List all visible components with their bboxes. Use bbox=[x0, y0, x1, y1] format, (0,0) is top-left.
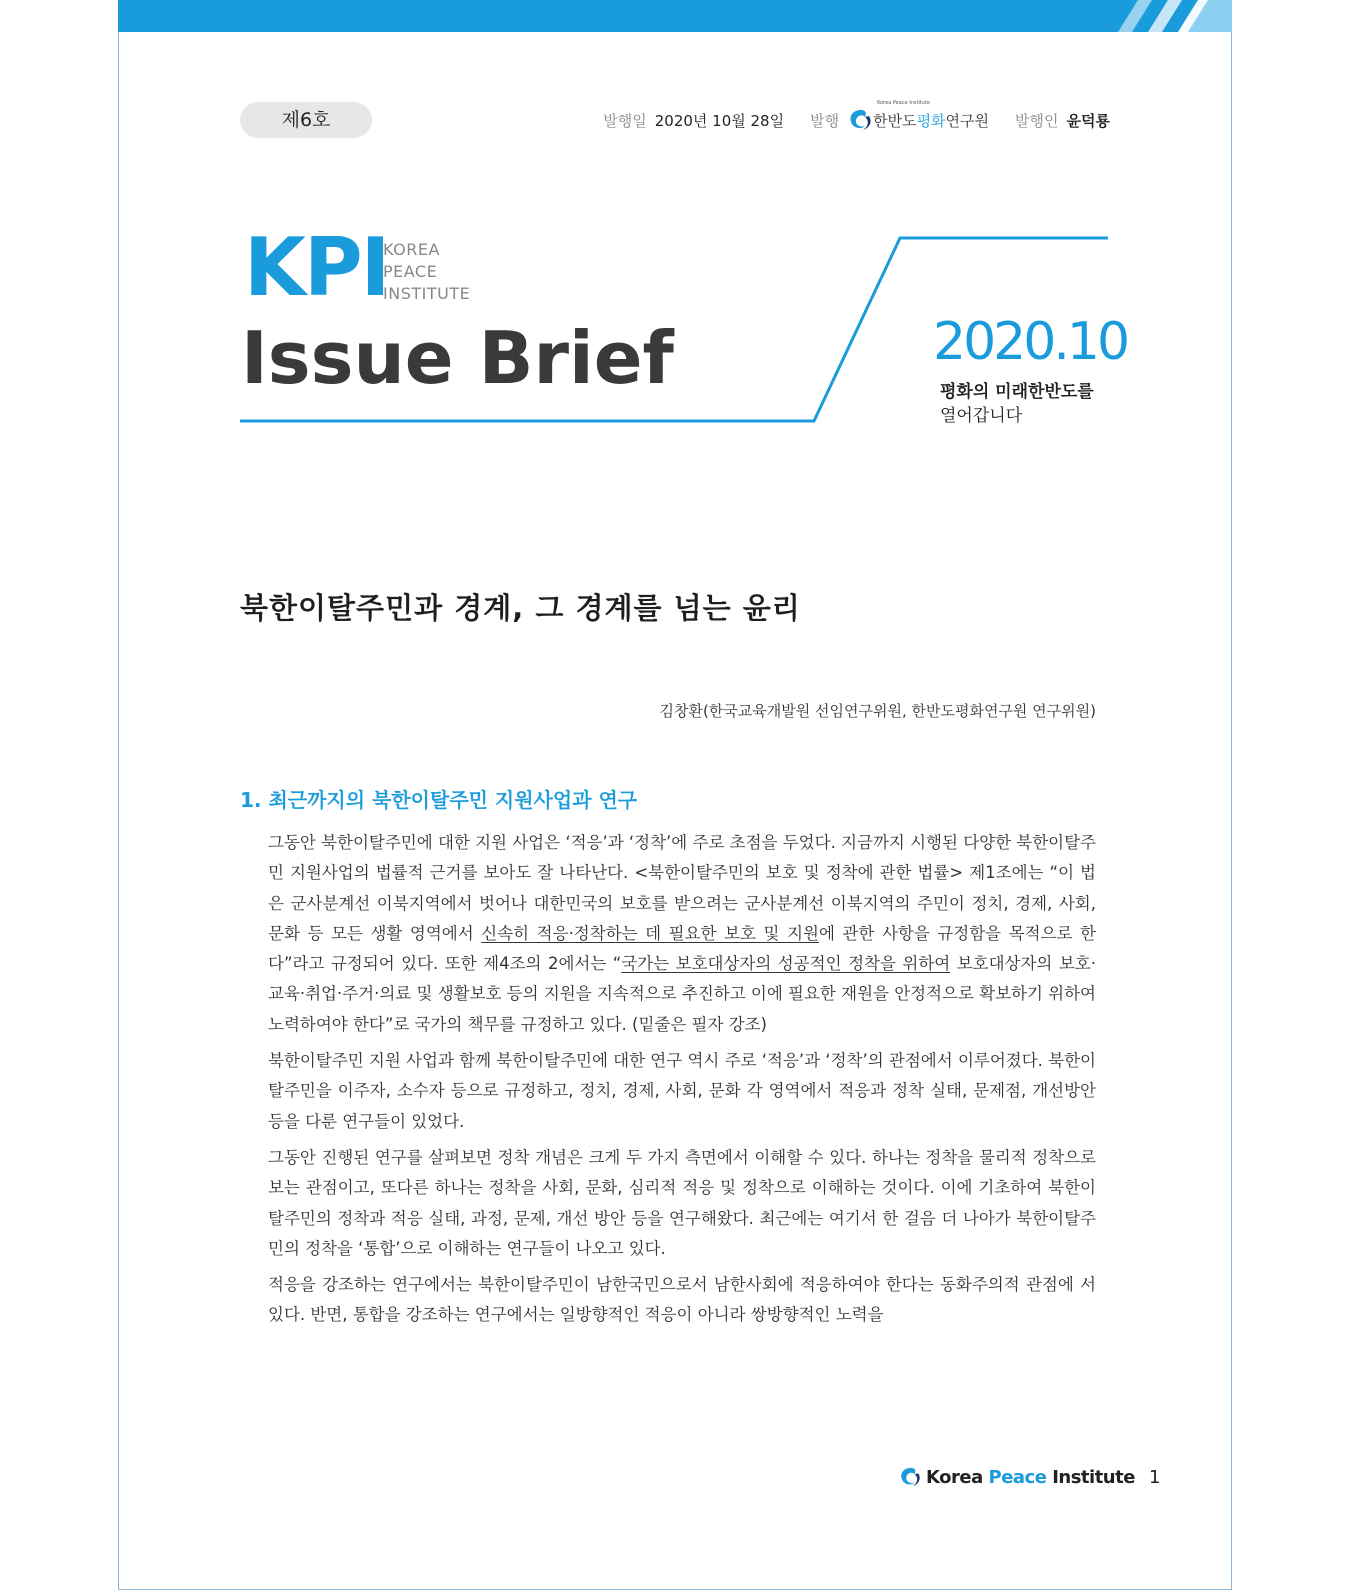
section-heading: 1. 최근까지의 북한이탈주민 지원사업과 연구 bbox=[240, 788, 638, 812]
issue-number-badge: 제6호 bbox=[240, 102, 372, 138]
publisher-tiny-text: Korea Peace Institute bbox=[877, 100, 930, 106]
page-footer bbox=[898, 1466, 1160, 1488]
paragraph: 그동안 진행된 연구를 살펴보면 정착 개념은 크게 두 가지 측면에서 이해할 수 있다. 하나는 정착을 물리적 정착으로 보는 관점이고, 또다른 하나는 정착을 사회, 문화, 심리적 적응 및 정착으로 이해하는 것이다. 이에 기초하여 북한이탈주민의 정착과 적응 실태, 과정, 문제, 개선 방안 등을 연구해왔다. 최근에는 여기서 한 걸음 더 나아가 북한이탈주민의 정착을 ‘통합’으로 이해하는 연구들이 나오고 있다. bbox=[268, 1147, 1096, 1258]
footer-brand: Korea Peace Institute bbox=[926, 1466, 1135, 1488]
kpi-swirl-icon bbox=[898, 1466, 922, 1488]
paragraph: 적응을 강조하는 연구에서는 북한이탈주민이 남한국민으로서 남한사회에 적응하여야 한다는 동화주의적 관점에 서 있다. 반면, 통합을 강조하는 연구에서는 일방향적인 적응이 아니라 쌍방향적인 노력을 bbox=[268, 1275, 1096, 1325]
publication-meta bbox=[240, 102, 1110, 140]
meta-info bbox=[603, 100, 1110, 132]
slogan: 평화의 미래한반도를 열어갑니다 bbox=[940, 382, 1094, 426]
kpi-subtitle: KOREA PEACE INSTITUTE bbox=[383, 240, 471, 303]
paragraph: 그동안 북한이탈주민에 대한 지원 사업은 ‘적응’과 ‘정착’에 주로 초점을 두었다. 지금까지 시행된 다양한 북한이탈주민 지원사업의 법률적 근거를 보아도 잘 나타난다. <북한이탈주민의 보호 및 정착에 관한 법률> 제1조에는 “이 법은 군사분계선 이북지역에서 벗어나 대한민국의 보호를 받으려는 군사분계선 이북지역의 주민이 정치, 경제, 사회, 문화 등 모든 생활 영역에서 신속히 적응·정착하는 데 필요한 보호 및 지원에 관한 사항을 규정함을 목적으로 한다”라고 규정되어 있다. 또한 제4조의 2에서는 “국가는 보호대상자의 성공적인 정착을 위하여 보호대상자의 보호·교육·취업·주거·의료 및 생활보호 등의 지원을 지속적으로 추진하고 이에 필요한 재원을 안정적으로 확보하기 위하여 노력하여야 한다”로 국가의 책무를 규정하고 있다. (밑줄은 필자 강조) bbox=[268, 833, 1096, 1034]
publisher-person-value: 윤덕룡 bbox=[1066, 111, 1110, 130]
article-body bbox=[268, 828, 1096, 1337]
series-title: Issue Brief bbox=[241, 316, 674, 400]
article-author: 김창환(한국교육개발원 선임연구위원, 한반도평화연구원 연구위원) bbox=[659, 702, 1096, 720]
publisher-logo bbox=[847, 100, 990, 132]
top-color-bar bbox=[118, 0, 1232, 32]
issue-date: 2020.10 bbox=[933, 312, 1128, 372]
paragraph: 북한이탈주민 지원 사업과 함께 북한이탈주민에 대한 연구 역시 주로 ‘적응’과 ‘정착’의 관점에서 이루어졌다. 북한이탈주민을 이주자, 소수자 등으로 규정하고, 정치, 경제, 사회, 문화 각 영역에서 적응과 정착 실태, 문제점, 개선방안 등을 다룬 연구들이 있었다. bbox=[268, 1051, 1096, 1131]
publisher-label: 발행 bbox=[810, 111, 840, 130]
pub-date-label: 발행일 bbox=[603, 111, 647, 130]
page-number: 1 bbox=[1148, 1466, 1161, 1488]
publisher-name: 한반도평화연구원 bbox=[873, 111, 990, 130]
kpi-logo-text: KPI bbox=[244, 221, 389, 314]
publisher-person-label: 발행인 bbox=[1015, 111, 1059, 130]
article-title: 북한이탈주민과 경계, 그 경계를 넘는 윤리 bbox=[240, 591, 801, 625]
pub-date-value: 2020년 10월 28일 bbox=[654, 111, 785, 130]
kpi-swirl-icon bbox=[847, 108, 873, 132]
